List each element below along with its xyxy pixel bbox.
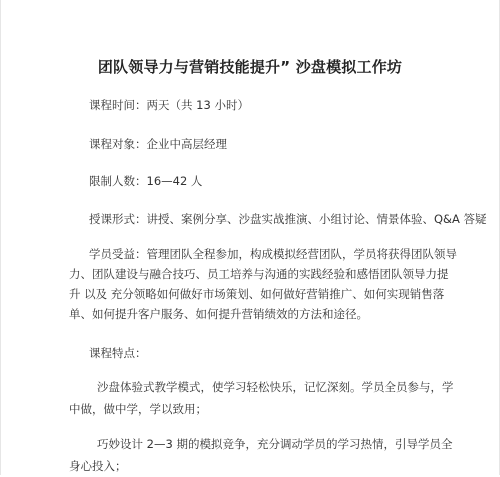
feature-item-1: 沙盘体验式教学模式，使学习轻松快乐，记忆深刻。学员全员参与，学中做，做中学，学以致用； xyxy=(69,380,454,416)
learner-benefits: 学员受益：管理团队全程参加，构成模拟经营团队，学员将获得团队领导力、团队建设与融合技巧、员工培养与沟通的实践经验和感悟团队领导力提升 以及 充分领略如何做好市场策划、如何做好营销推广、如何实现销售落单、如何提升客户服务、如何提升营销绩效的方法和途径。 xyxy=(69,247,457,321)
participant-limit: 限制人数：16—42 人 xyxy=(89,174,203,188)
teaching-format: 授课形式：讲授、案例分享、沙盘实战推演、小组讨论、情景体验、Q&A 答疑 xyxy=(89,212,487,226)
document-title: 团队领导力与营销技能提升” 沙盘模拟工作坊 xyxy=(97,58,403,76)
features-heading: 课程特点： xyxy=(89,346,147,360)
feature-item-2: 巧妙设计 2—3 期的模拟竞争，充分调动学员的学习热情，引导学员全身心投入； xyxy=(69,437,453,473)
course-time: 课程时间：两天（共 13 小时） xyxy=(89,98,249,112)
course-target: 课程对象：企业中高层经理 xyxy=(89,137,227,151)
